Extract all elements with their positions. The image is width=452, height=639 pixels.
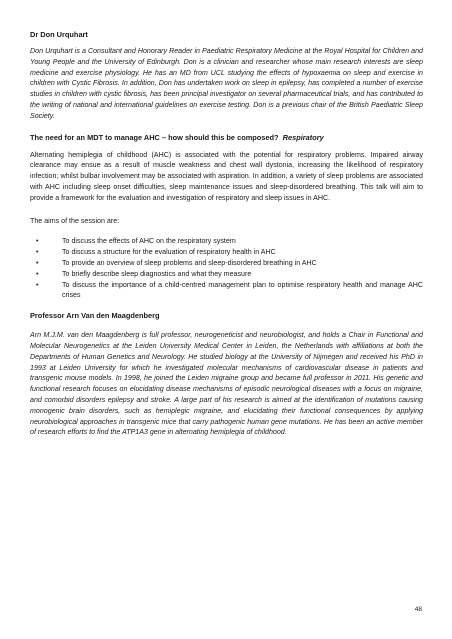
aim-text: To provide an overview of sleep problems and sleep-disordered breathing in AHC (62, 258, 317, 267)
aim-text: To discuss the effects of AHC on the respiratory system (62, 237, 236, 246)
aims-list-item (30, 247, 423, 258)
speaker-heading-maagdenberg: Professor Arn Van den Maagdenberg (30, 311, 160, 321)
bullet-icon: • (36, 237, 39, 246)
aim-text: To discuss the importance of a child-centred management plan to optimise respiratory health and manage AHC crises (62, 280, 423, 300)
session-heading-topic: Respiratory (282, 132, 324, 142)
aims-list-item (30, 258, 423, 269)
speaker-bio-maagdenberg: Arn M.J.M. van den Maagdenberg is full professor, neurogeneticist and neurobiologist, and holds a Chair in Functional and Molecular Neurogenetics at the Leiden University Medical Center in Leiden, the Netherlands with affiliations at both the Departments of Human Genetics and Neurology. He studied biology at the University of Nijmegen and received his PhD in 1993 at Leiden University for which he investigated molecular mechanisms of cardiovascular disease in patients and transgenic mouse models. In 1998, he joined the Leiden migraine group and became full professor in 2011. His genetic and functional research focuses on elucidating disease mechanisms of episodic neurological diseases with a focus on migraine, and comorbid disorders epilepsy and stroke. A large part of his research is aimed at the identification of mutations causing monogenic brain disorders, such as hemiplegic migraine, and elucidating their functional consequences by applying neurobiological approaches in transgenic mice that carry pathogenic human gene mutations. He has been an active member of research efforts to find the ATP1A3 gene in alternating hemiplegia of childhood. (30, 331, 423, 437)
speaker-heading-urquhart: Dr Don Urquhart (30, 30, 88, 39)
speaker-bio-urquhart: Don Urquhart is a Consultant and Honorary Reader in Paediatric Respiratory Medicine at the Royal Hospital for Children and Young People and the University of Edinburgh. Don is a clinician and researcher whose main research interests are sleep medicine and exercise physiology. He has an MD from UCL studying the effects of hypoxaemia on sleep and exercise in children with Cystic Fibrosis. In addition, Don has undertaken work on sleep in epilepsy, has completed a number of exercise studies in children with cystic fibrosis, has been principal investigator on several pharmaceutical trials, and has contributed to the writing of national and international guidelines on exercise testing. Don is a previous chair of the British Paediatric Sleep Society. (30, 47, 423, 120)
aims-list-item (30, 269, 423, 280)
aims-list-item (30, 280, 423, 302)
aims-list-item (30, 236, 423, 247)
aims-list (30, 236, 423, 301)
bullet-icon: • (36, 258, 39, 267)
aim-text: To briefly describe sleep diagnostics and what they measure (62, 269, 252, 278)
document-page (30, 30, 423, 438)
session-abstract: Alternating hemiplegia of childhood (AHC) is associated with the potential for respiratory problems. Impaired airway clearance may ensue as a result of muscle weakness and chest wall dystonia, increasing the likelihood of respiratory infection; whilst bulbar involvement may be associated with aspiration. In addition, a variety of sleep problems are associated with AHC including sleep onset difficulties, sleep maintenance issues and sleep-disordered breathing. This talk will aim to provide a framework for the evaluation and investigation of respiratory and sleep issues in AHC. (30, 150, 423, 202)
aims-intro: The aims of the session are: (30, 216, 120, 225)
aim-text: To discuss a structure for the evaluation of respiratory health in AHC (62, 248, 276, 257)
session-heading-respiratory (30, 133, 423, 143)
bullet-icon: • (36, 280, 39, 289)
bullet-icon: • (36, 248, 39, 257)
bullet-icon: • (36, 269, 39, 278)
session-heading-text: The need for an MDT to manage AHC – how should this be composed? (30, 132, 279, 142)
page-number: 48 (414, 606, 422, 613)
